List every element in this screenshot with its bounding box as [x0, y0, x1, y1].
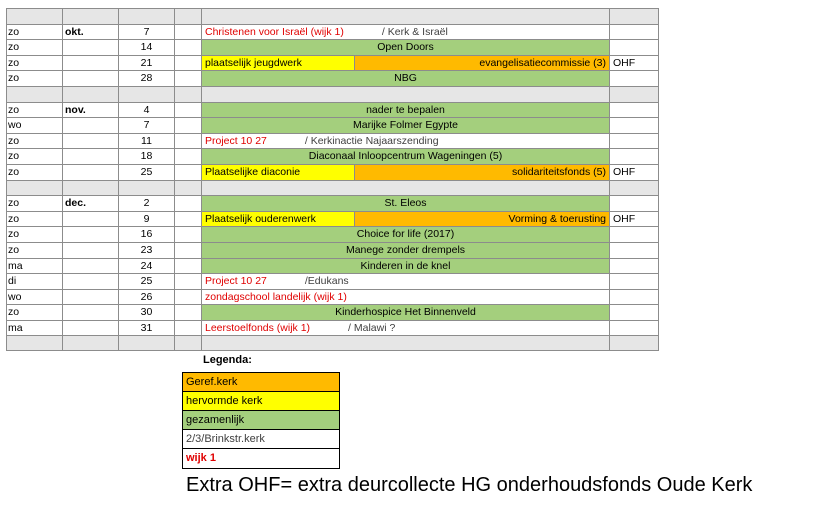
- footer-note: Extra OHF= extra deurcollecte HG onderhoudsfonds Oude Kerk: [186, 474, 753, 496]
- month-cell: [62, 289, 118, 305]
- extra-cell: [609, 258, 659, 274]
- date-cell: 2: [118, 195, 174, 211]
- legend-item: wijk 1: [186, 452, 216, 464]
- day-cell: zo: [6, 242, 62, 258]
- empty-cell: [62, 335, 118, 351]
- legend-item: 2/3/Brinkstr.kerk: [183, 430, 339, 449]
- wijk1-collecte: Project 10 27: [205, 134, 267, 147]
- empty-cell: [174, 117, 201, 133]
- extra-cell: [609, 195, 659, 211]
- day-cell: zo: [6, 148, 62, 164]
- date-cell: 7: [118, 117, 174, 133]
- date-cell: 24: [118, 258, 174, 274]
- extra-cell: [609, 117, 659, 133]
- empty-cell: [174, 195, 201, 211]
- day-cell: zo: [6, 24, 62, 40]
- day-cell: zo: [6, 164, 62, 180]
- separator-row: [6, 86, 659, 102]
- other-church-collecte: / Kerk & Israël: [381, 25, 448, 38]
- empty-cell: [174, 133, 201, 149]
- month-cell: [62, 39, 118, 55]
- day-cell: di: [6, 273, 62, 289]
- wijk1-collecte: Leerstoelfonds (wijk 1): [205, 321, 311, 334]
- other-church-collecte: / Malawi ?: [348, 321, 396, 334]
- month-cell: [62, 148, 118, 164]
- month-cell: [62, 70, 118, 86]
- empty-cell: [174, 164, 201, 180]
- geref-collecte-cell: Vorming & toerusting: [354, 211, 609, 227]
- empty-cell: [174, 8, 201, 24]
- extra-cell: [609, 273, 659, 289]
- collecte-cell: St. Eleos: [201, 195, 609, 211]
- date-cell: 16: [118, 226, 174, 242]
- month-cell: [62, 226, 118, 242]
- month-cell: [62, 258, 118, 274]
- table-row: [6, 70, 659, 86]
- date-cell: 31: [118, 320, 174, 336]
- month-cell: [62, 133, 118, 149]
- empty-cell: [118, 180, 174, 196]
- empty-cell: [201, 8, 609, 24]
- table-row: [6, 117, 659, 133]
- day-cell: ma: [6, 258, 62, 274]
- empty-cell: [174, 304, 201, 320]
- month-cell: dec.: [62, 195, 118, 211]
- table-row: [6, 258, 659, 274]
- empty-cell: [118, 86, 174, 102]
- collecte-cell: [201, 133, 609, 149]
- empty-cell: [174, 70, 201, 86]
- empty-cell: [174, 320, 201, 336]
- empty-cell: [62, 86, 118, 102]
- day-cell: zo: [6, 195, 62, 211]
- geref-collecte-cell: evangelisatiecommissie (3): [354, 55, 609, 71]
- table-row: [6, 289, 659, 305]
- wijk1-collecte: Project 10 27: [205, 275, 267, 288]
- collecte-cell: [201, 273, 609, 289]
- empty-cell: [6, 180, 62, 196]
- separator-row: [6, 8, 659, 24]
- table-row: [6, 39, 659, 55]
- day-cell: zo: [6, 39, 62, 55]
- extra-cell: [609, 320, 659, 336]
- extra-cell: [609, 242, 659, 258]
- date-cell: 9: [118, 211, 174, 227]
- geref-collecte-cell: solidariteitsfonds (5): [354, 164, 609, 180]
- day-cell: zo: [6, 304, 62, 320]
- extra-cell: [609, 148, 659, 164]
- separator-row: [6, 180, 659, 196]
- month-cell: [62, 117, 118, 133]
- legend-item: hervormde kerk: [183, 392, 339, 411]
- hervormd-collecte-cell: Plaatselijke diaconie: [201, 164, 354, 180]
- empty-cell: [174, 226, 201, 242]
- date-cell: 28: [118, 70, 174, 86]
- extra-cell: [609, 39, 659, 55]
- month-cell: [62, 242, 118, 258]
- date-cell: 4: [118, 102, 174, 118]
- date-cell: 7: [118, 24, 174, 40]
- empty-cell: [6, 335, 62, 351]
- table-row: [6, 195, 659, 211]
- month-cell: [62, 55, 118, 71]
- empty-cell: [609, 86, 659, 102]
- month-cell: nov.: [62, 102, 118, 118]
- empty-cell: [6, 8, 62, 24]
- collecte-cell: Kinderhospice Het Binnenveld: [201, 304, 609, 320]
- empty-cell: [174, 180, 201, 196]
- collecte-cell: Manege zonder drempels: [201, 242, 609, 258]
- collecte-cell: Open Doors: [201, 39, 609, 55]
- empty-cell: [174, 39, 201, 55]
- extra-cell: [609, 70, 659, 86]
- table-row: [6, 242, 659, 258]
- collecte-cell: Kinderen in de knel: [201, 258, 609, 274]
- day-cell: zo: [6, 226, 62, 242]
- empty-cell: [201, 86, 609, 102]
- collecte-cell: Choice for life (2017): [201, 226, 609, 242]
- collecte-schedule-table: [6, 8, 659, 351]
- table-row: [6, 304, 659, 320]
- table-row: [6, 226, 659, 242]
- extra-cell: OHF: [609, 164, 659, 180]
- empty-cell: [118, 335, 174, 351]
- day-cell: zo: [6, 102, 62, 118]
- empty-cell: [174, 242, 201, 258]
- empty-cell: [174, 148, 201, 164]
- table-row: [6, 102, 659, 118]
- empty-cell: [609, 180, 659, 196]
- month-cell: [62, 211, 118, 227]
- empty-cell: [201, 180, 609, 196]
- legend-item: gezamenlijk: [183, 411, 339, 430]
- extra-cell: [609, 289, 659, 305]
- empty-cell: [174, 211, 201, 227]
- wijk1-collecte: Christenen voor Israël (wijk 1): [205, 25, 344, 38]
- extra-cell: [609, 304, 659, 320]
- collecte-cell: [201, 24, 609, 40]
- month-cell: [62, 320, 118, 336]
- date-cell: 11: [118, 133, 174, 149]
- table-row: [6, 24, 659, 40]
- day-cell: zo: [6, 55, 62, 71]
- date-cell: 21: [118, 55, 174, 71]
- collecte-cell: Diaconaal Inloopcentrum Wageningen (5): [201, 148, 609, 164]
- legend-item: Geref.kerk: [183, 373, 339, 392]
- legend-box: [182, 372, 340, 469]
- empty-cell: [62, 8, 118, 24]
- table-row: [6, 133, 659, 149]
- month-cell: [62, 304, 118, 320]
- date-cell: 26: [118, 289, 174, 305]
- separator-row: [6, 335, 659, 351]
- empty-cell: [118, 8, 174, 24]
- extra-cell: [609, 102, 659, 118]
- collecte-cell: [201, 320, 609, 336]
- empty-cell: [201, 335, 609, 351]
- hervormd-collecte-cell: Plaatselijk ouderenwerk: [201, 211, 354, 227]
- month-cell: okt.: [62, 24, 118, 40]
- extra-cell: [609, 133, 659, 149]
- month-cell: [62, 164, 118, 180]
- empty-cell: [174, 24, 201, 40]
- date-cell: 18: [118, 148, 174, 164]
- legend-title: Legenda:: [203, 354, 252, 366]
- empty-cell: [174, 289, 201, 305]
- table-row: [6, 164, 659, 180]
- day-cell: zo: [6, 211, 62, 227]
- extra-cell: OHF: [609, 55, 659, 71]
- extra-cell: OHF: [609, 211, 659, 227]
- table-row: [6, 55, 659, 71]
- collecte-cell: NBG: [201, 70, 609, 86]
- date-cell: 30: [118, 304, 174, 320]
- table-row: [6, 273, 659, 289]
- empty-cell: [174, 55, 201, 71]
- empty-cell: [609, 8, 659, 24]
- collecte-cell: Marijke Folmer Egypte: [201, 117, 609, 133]
- collecte-cell: [201, 289, 609, 305]
- day-cell: wo: [6, 117, 62, 133]
- month-cell: [62, 273, 118, 289]
- date-cell: 14: [118, 39, 174, 55]
- day-cell: zo: [6, 133, 62, 149]
- empty-cell: [174, 102, 201, 118]
- empty-cell: [174, 86, 201, 102]
- day-cell: zo: [6, 70, 62, 86]
- date-cell: 25: [118, 273, 174, 289]
- day-cell: wo: [6, 289, 62, 305]
- empty-cell: [174, 273, 201, 289]
- date-cell: 25: [118, 164, 174, 180]
- extra-cell: [609, 226, 659, 242]
- date-cell: 23: [118, 242, 174, 258]
- empty-cell: [174, 258, 201, 274]
- empty-cell: [6, 86, 62, 102]
- table-row: [6, 211, 659, 227]
- wijk1-collecte: zondagschool landelijk (wijk 1): [205, 290, 347, 303]
- hervormd-collecte-cell: plaatselijk jeugdwerk: [201, 55, 354, 71]
- day-cell: ma: [6, 320, 62, 336]
- extra-cell: [609, 24, 659, 40]
- empty-cell: [62, 180, 118, 196]
- empty-cell: [609, 335, 659, 351]
- other-church-collecte: /Edukans: [304, 275, 349, 288]
- table-row: [6, 148, 659, 164]
- collecte-cell: nader te bepalen: [201, 102, 609, 118]
- other-church-collecte: / Kerkinactie Najaarszending: [304, 134, 439, 147]
- table-row: [6, 320, 659, 336]
- empty-cell: [174, 335, 201, 351]
